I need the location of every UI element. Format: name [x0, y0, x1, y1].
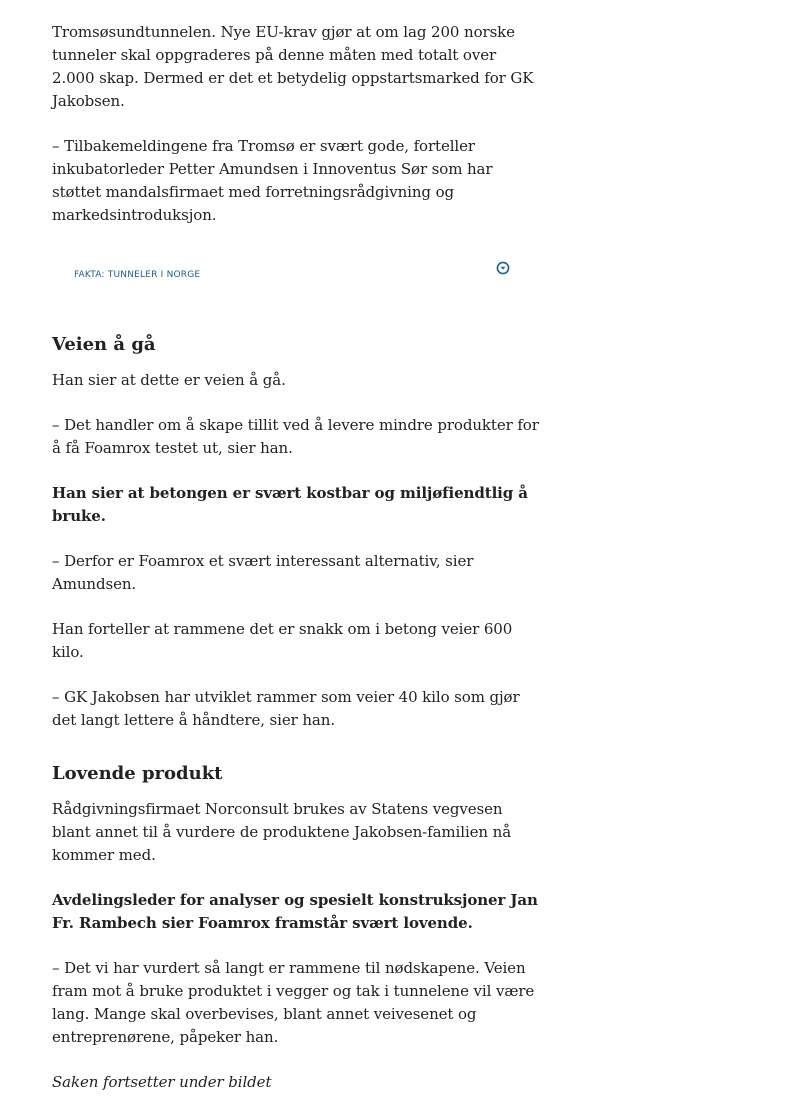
article-paragraph: – Tilbakemeldingene fra Tromsø er svært gode, forteller inkubatorleder Petter Amundsen i Innoventus Sør som har støttet mandalsfirmaet med forretningsrådgivning og markedsintroduksjon.	[52, 137, 493, 224]
article-lead-paragraph: Han sier at betongen er svært kostbar og miljøfiendtlig å bruke.	[52, 484, 528, 525]
article-paragraph: Han forteller at rammene det er snakk om i betong veier 600 kilo.	[52, 620, 513, 661]
article-paragraph: – Derfor er Foamrox et svært interessant alternativ, sier Amundsen.	[52, 552, 474, 593]
article-lead-paragraph: Avdelingsleder for analyser og spesielt konstruksjoner Jan Fr. Rambech sier Foamrox framstår svært lovende.	[52, 891, 538, 932]
fact-box[interactable]	[52, 249, 542, 309]
section-heading: Lovende produkt	[52, 763, 223, 784]
fact-box-label[interactable]: FAKTA: TUNNELER I NORGE	[74, 270, 201, 280]
article-paragraph: – Det handler om å skape tillit ved å levere mindre produkter for å få Foamrox testet ut, sier han.	[52, 416, 539, 457]
continuation-note: Saken fortsetter under bildet	[52, 1073, 272, 1091]
article-body	[52, 21, 542, 1116]
section-heading: Veien å gå	[52, 334, 156, 355]
article-paragraph: Rådgivningsfirmaet Norconsult brukes av Statens vegvesen blant annet til å vurdere de produktene Jakobsen-familien nå kommer med.	[52, 800, 512, 864]
article-paragraph: – Det vi har vurdert så langt er rammene til nødskapene. Veien fram mot å bruke produktet i vegger og tak i tunnelene vil være lang. Mange skal overbevises, blant annet veivesenet og entreprenørene, påpeker han.	[52, 959, 535, 1046]
article-paragraph: – GK Jakobsen har utviklet rammer som veier 40 kilo som gjør det langt lettere å håndtere, sier han.	[52, 688, 520, 729]
article-paragraph: Han sier at dette er veien å gå.	[52, 371, 286, 389]
article-paragraph: Tromsøsundtunnelen. Nye EU-krav gjør at om lag 200 norske tunneler skal oppgraderes på denne måten med totalt over 2.000 skap. Dermed er det et betydelig oppstartsmarked for GK Jakobsen.	[52, 23, 534, 110]
chevron-down-circle-icon[interactable]	[496, 261, 510, 275]
